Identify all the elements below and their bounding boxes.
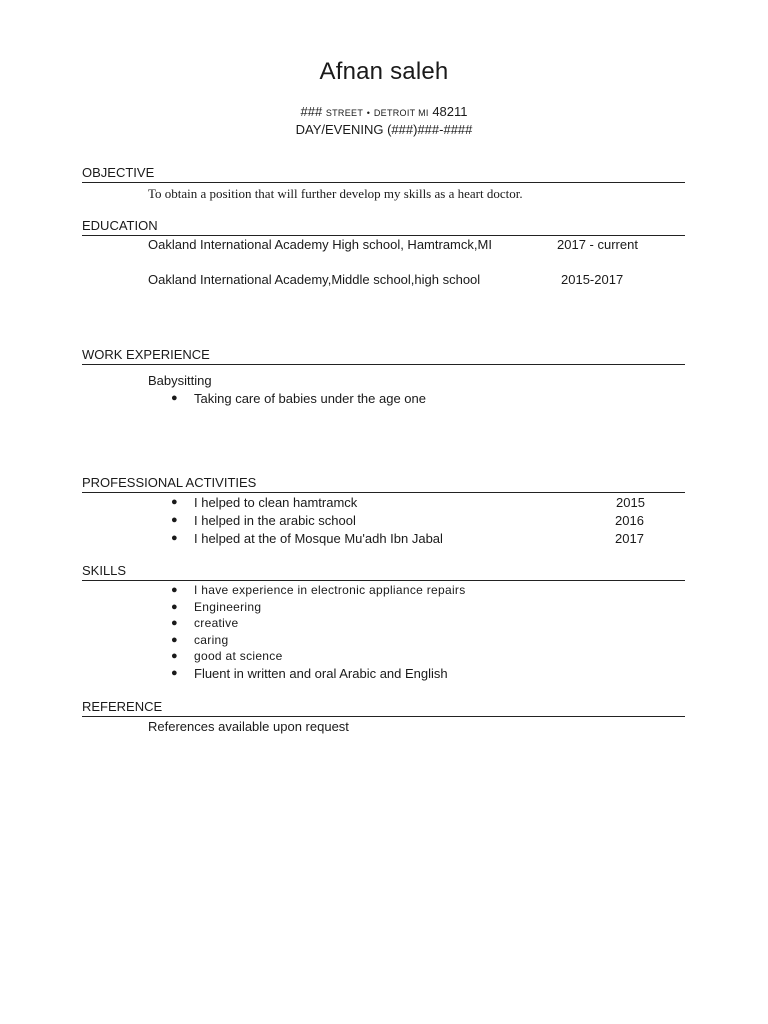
skill-item: Engineering: [194, 600, 262, 614]
address-zip: 48211: [432, 104, 468, 119]
job-duty: Taking care of babies under the age one: [194, 391, 427, 406]
bullet-icon: ●: [171, 617, 178, 629]
activity-text: I helped at the of Mosque Mu'adh Ibn Jabal: [194, 531, 443, 546]
activity-year: 2015: [616, 495, 645, 510]
bullet-icon: ●: [171, 514, 178, 526]
address-separator: •: [366, 108, 371, 118]
address-street: STREET: [325, 108, 364, 118]
skill-item: I have experience in electronic appliance repairs: [194, 583, 466, 597]
education-school: Oakland International Academy High school, Hamtramck,MI: [148, 237, 492, 252]
education-dates: 2015-2017: [561, 272, 624, 287]
activity-year: 2017: [615, 531, 644, 546]
job-title: Babysitting: [148, 373, 212, 388]
activity-text: I helped to clean hamtramck: [194, 495, 358, 510]
professional-activities-heading: PROFESSIONAL ACTIVITIES: [82, 475, 685, 493]
reference-text: References available upon request: [148, 719, 349, 734]
skills-heading: SKILLS: [82, 563, 685, 581]
education-heading: EDUCATION: [82, 218, 685, 236]
address-line: [0, 104, 768, 119]
bullet-icon: ●: [171, 584, 178, 596]
address-number: ###: [300, 104, 323, 119]
education-dates: 2017 - current: [557, 237, 638, 252]
skill-item: caring: [194, 633, 229, 647]
work-experience-heading: WORK EXPERIENCE: [82, 347, 685, 365]
activity-text: I helped in the arabic school: [194, 513, 356, 528]
skill-item: Fluent in written and oral Arabic and English: [194, 666, 448, 681]
bullet-icon: ●: [171, 601, 178, 613]
bullet-icon: ●: [171, 634, 178, 646]
address-city: DETROIT MI: [373, 108, 429, 118]
activity-year: 2016: [615, 513, 644, 528]
objective-heading: OBJECTIVE: [82, 165, 685, 183]
skill-item: good at science: [194, 649, 283, 663]
phone-line: DAY/EVENING (###)###-####: [295, 122, 473, 137]
bullet-icon: ●: [171, 650, 178, 662]
bullet-icon: ●: [171, 496, 178, 508]
bullet-icon: ●: [171, 532, 178, 544]
reference-heading: REFERENCE: [82, 699, 685, 717]
bullet-icon: ●: [171, 667, 178, 679]
education-school: Oakland International Academy,Middle school,high school: [148, 272, 481, 287]
candidate-name: Afnan saleh: [319, 58, 449, 85]
bullet-icon: ●: [171, 392, 178, 404]
objective-text: To obtain a position that will further develop my skills as a heart doctor.: [148, 186, 523, 201]
skill-item: creative: [194, 616, 239, 630]
